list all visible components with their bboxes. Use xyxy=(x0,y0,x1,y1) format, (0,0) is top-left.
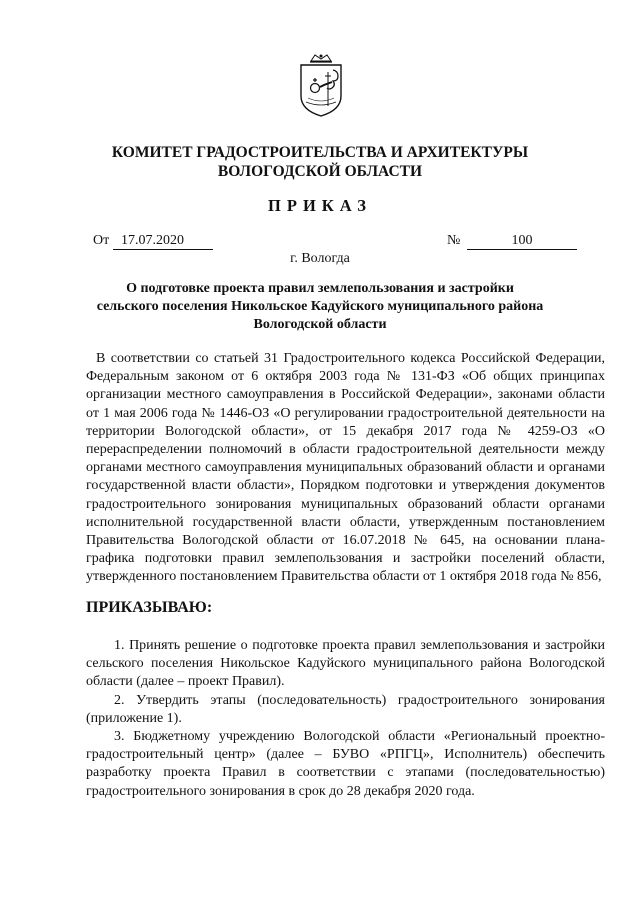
organization-name-line2: ВОЛОГОДСКОЙ ОБЛАСТИ xyxy=(217,163,423,180)
order-item: 2. Утвердить этапы (последовательность) градостроительного зонирования (приложение 1). xyxy=(86,692,605,726)
subject-line2: сельского поселения Никольское Кадуйского муниципального района xyxy=(96,299,544,314)
order-item: 1. Принять решение о подготовке проекта правил землепользования и застройки сельского поселения Никольское Кадуйского муниципального района Вологодской области (далее – проект Правил). xyxy=(86,638,605,690)
date-number-line xyxy=(93,233,583,253)
document-number: 100 xyxy=(467,233,577,250)
number-label: № xyxy=(447,233,461,248)
document-date: 17.07.2020 xyxy=(113,233,213,250)
subject-line3: Вологодской области xyxy=(253,317,387,332)
document-subject xyxy=(80,280,560,334)
document-type: ПРИКАЗ xyxy=(268,196,372,215)
order-heading: ПРИКАЗЫВАЮ: xyxy=(86,599,213,616)
organization-name-line1: КОМИТЕТ ГРАДОСТРОИТЕЛЬСТВА И АРХИТЕКТУРЫ xyxy=(111,144,529,161)
preamble-paragraph: В соответствии со статьей 31 Градостроительного кодекса Российской Федерации, Федеральным законом от 6 октября 2003 года № 131-ФЗ «Об общих принципах организации местного самоуправления в Российской Федерации», законами области от 1 мая 2006 года № 1446-ОЗ «О регулировании градостроительной деятельности на территории Вологодской области», от 15 декабря 2017 года № 4259-ОЗ «О перераспределении полномочий в области градостроительной деятельности между органами местного самоуправления муниципальных образований области и органами государственной власти области», Порядком подготовки и утверждения документов градостроительного зонирования муниципальных образований области органами исполнительной государственной власти области, утвержденным постановлением Правительства Вологодской области от 16.07.2018 № 645, на основании плана-графика подготовки правил землепользования и застройки поселений области, утвержденного постановлением Правительства области от 1 октября 2018 года № 856, xyxy=(86,351,605,585)
date-label: От xyxy=(93,233,110,248)
order-items xyxy=(86,637,605,801)
vologda-oblast-coat-of-arms-icon xyxy=(296,52,346,118)
order-item: 3. Бюджетному учреждению Вологодской области «Региональный проектно-градостроительный центр» (далее – БУВО «РПГЦ», Исполнитель) обеспечить разработку проекта Правил в соответствии с этапами (последовательностью) градостроительного зонирования в срок до 28 декабря 2020 года. xyxy=(86,729,605,799)
issue-city: г. Вологда xyxy=(290,251,350,266)
subject-line1: О подготовке проекта правил землепользования и застройки xyxy=(126,281,514,296)
organization-name xyxy=(60,143,580,181)
